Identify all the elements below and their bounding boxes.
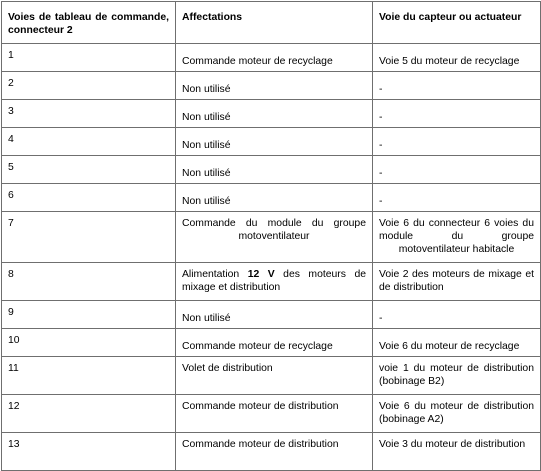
- cell-voie: 11: [2, 357, 176, 395]
- cell-affectation: Non utilisé: [176, 156, 373, 184]
- cell-capteur: Voie 6 du moteur de distribution (bobinage A2): [373, 395, 541, 433]
- cell-capteur: -: [373, 301, 541, 329]
- cell-voie: 9: [2, 301, 176, 329]
- cell-affectation: Non utilisé: [176, 100, 373, 128]
- header-voie-capteur: Voie du capteur ou actuateur: [373, 2, 541, 44]
- cell-voie: 3: [2, 100, 176, 128]
- cell-capteur: -: [373, 100, 541, 128]
- cell-affectation: Commande moteur de distribution: [176, 433, 373, 471]
- table-header-row: [2, 2, 541, 44]
- table-row: [2, 433, 541, 471]
- cell-voie: 10: [2, 329, 176, 357]
- header-voies: Voies de tableau de commande, connecteur 2: [2, 2, 176, 44]
- header-affectations: Affectations: [176, 2, 373, 44]
- cell-affectation: Commande moteur de recyclage: [176, 44, 373, 72]
- cell-capteur: Voie 2 des moteurs de mixage et de distribution: [373, 263, 541, 301]
- cell-capteur: -: [373, 128, 541, 156]
- cell-affectation: Commande moteur de recyclage: [176, 329, 373, 357]
- cell-voie: 2: [2, 72, 176, 100]
- table-row: [2, 44, 541, 72]
- cell-voie: 8: [2, 263, 176, 301]
- cell-affectation: Non utilisé: [176, 301, 373, 329]
- cell-voie: 6: [2, 184, 176, 212]
- table-row: [2, 156, 541, 184]
- cell-voie: 5: [2, 156, 176, 184]
- table-row: [2, 184, 541, 212]
- table-row: [2, 395, 541, 433]
- table-row: [2, 128, 541, 156]
- table-row: [2, 357, 541, 395]
- cell-affectation: [176, 263, 373, 301]
- cell-voie: 7: [2, 212, 176, 263]
- cell-affectation: Commande moteur de distribution: [176, 395, 373, 433]
- cell-voie: 13: [2, 433, 176, 471]
- voltage-value: 12 V: [247, 269, 275, 280]
- cell-capteur: -: [373, 184, 541, 212]
- table-row: [2, 301, 541, 329]
- cell-capteur: Voie 6 du moteur de recyclage: [373, 329, 541, 357]
- cell-voie: 12: [2, 395, 176, 433]
- cell-voie: 1: [2, 44, 176, 72]
- affectation-suffix: des moteurs de mixage et distribution: [182, 269, 366, 293]
- affectation-prefix: Alimentation: [182, 269, 248, 280]
- table-row: [2, 263, 541, 301]
- cell-affectation: Volet de distribution: [176, 357, 373, 395]
- table-row: [2, 329, 541, 357]
- table-row: [2, 72, 541, 100]
- table-row: [2, 100, 541, 128]
- cell-affectation: Non utilisé: [176, 184, 373, 212]
- cell-capteur: Voie 6 du connecteur 6 voies du module du groupe motoventilateur habitacle: [373, 212, 541, 263]
- cell-voie: 4: [2, 128, 176, 156]
- cell-capteur: Voie 3 du moteur de distribution: [373, 433, 541, 471]
- cell-affectation: Non utilisé: [176, 128, 373, 156]
- cell-affectation: Non utilisé: [176, 72, 373, 100]
- table-row: [2, 212, 541, 263]
- cell-capteur: Voie 5 du moteur de recyclage: [373, 44, 541, 72]
- cell-capteur: -: [373, 72, 541, 100]
- cell-capteur: voie 1 du moteur de distribution (bobinage B2): [373, 357, 541, 395]
- cell-affectation: Commande du module du groupe motoventilateur: [176, 212, 373, 263]
- cell-capteur: -: [373, 156, 541, 184]
- connector-pinout-table: [1, 1, 541, 471]
